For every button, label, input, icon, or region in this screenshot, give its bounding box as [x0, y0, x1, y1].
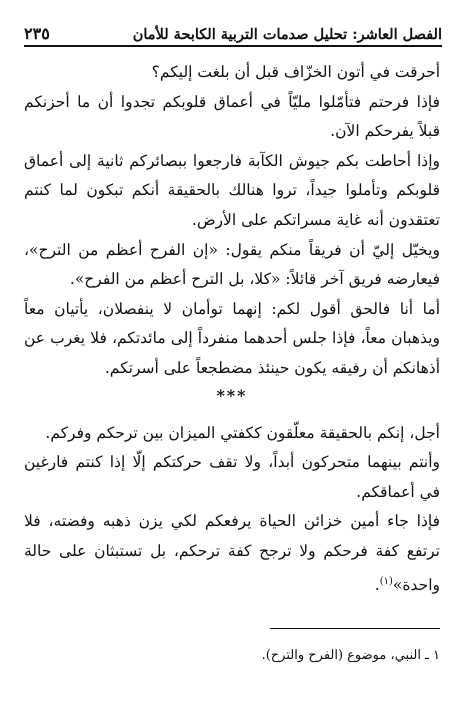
- running-title: الفصل العاشر: تحليل صدمات التربية الكابحة للأمان: [132, 26, 442, 43]
- paragraph: أما أنا فالحق أقول لكم: إنهما توأمان لا ينفصلان، يأتيان معاً ويذهبان معاً، فإذا جلس أحدهما منفرداً إلى مائدتكم، فلا يغرب عن أذهانكم أن رفيقه يكون حينئذ مضطجعاً على أسرتكم.: [24, 299, 440, 377]
- paragraph: وإذا أحاطت بكم جيوش الكآبة فارجعوا ببصائركم ثانية إلى أعماق قلوبكم وتأملوا جيداً، تروا هنالك بالحقيقة أنكم تبكون لما كنتم تعتقدون أنه غاية مسراتكم على الأرض.: [24, 151, 440, 229]
- footnote: ١ ـ النبي، موضوع (الفرح والترح).: [261, 648, 440, 663]
- page-number: ٢٣٥: [24, 24, 50, 43]
- paragraph-last: فإذا جاء أمين خزائن الحياة يرفعكم لكي يزن ذهبه وفضته، فلا ترتفع كفة فرحكم ولا ترجح كفة ترحكم، بل تستبثان على حالة واحدة»$^{(١)}$.: [24, 512, 440, 594]
- body-text: [24, 58, 440, 600]
- footnote-rule: [270, 628, 440, 629]
- paragraph: أحرقت في أتون الخزّاف قبل أن بلغت إليكم؟: [151, 63, 440, 81]
- paragraph: وأنتم بينهما متحركون أبداً، ولا تقف حركتكم إلّا إذا كنتم فارغين في أعماقكم.: [24, 453, 440, 501]
- header-rule: [24, 45, 442, 47]
- section-separator: ***: [216, 385, 248, 405]
- footnote-marker: (١): [379, 575, 393, 587]
- paragraph: أجل، إنكم بالحقيقة معلّقون ككفتي الميزان بين ترحكم وفركم.: [45, 423, 440, 442]
- paragraph: فإذا فرحتم فتأمّلوا مليّاً في أعماق قلوبكم تجدوا أن ما أحزنكم قبلاً يفرحكم الآن.: [24, 92, 440, 141]
- paragraph-text: فإذا جاء أمين خزائن الحياة يرفعكم لكي يزن ذهبه وفضته، فلا ترتفع كفة فرحكم ولا ترجح كفة ترحكم، بل تستبثان على حالة واحدة»: [24, 512, 440, 594]
- page-header: [24, 17, 442, 43]
- paragraph: ويخيّل إليّ أن فريقاً منكم يقول: «إن الفرح أعظم من الترح»، فيعارضه فريق آخر قائلاً: «كلا، بل الترح أعظم من الفرح».: [24, 240, 440, 289]
